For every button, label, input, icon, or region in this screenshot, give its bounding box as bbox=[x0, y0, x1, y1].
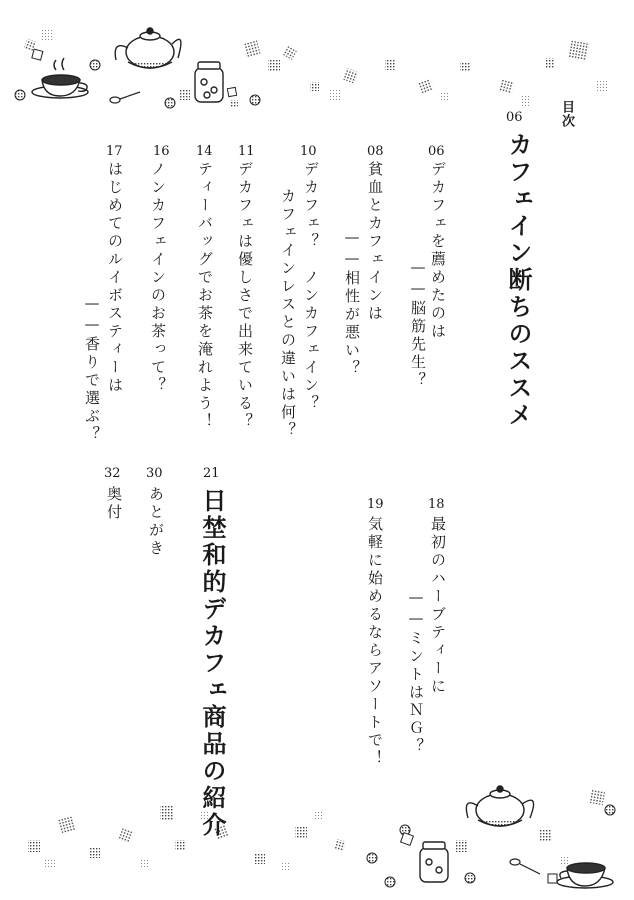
entry-14-page-number: 14 bbox=[196, 144, 213, 159]
entry-10-page-number: 10 bbox=[300, 144, 317, 159]
entry-16-page-number: 16 bbox=[153, 144, 170, 159]
entry-08-title: 貧血とカフェインは bbox=[366, 161, 384, 323]
entry-32-page-number: 32 bbox=[104, 466, 121, 481]
entry-18-subtitle: ——ミントはＮＧ？ bbox=[407, 588, 425, 756]
top-tea-border bbox=[0, 0, 634, 110]
entry-10-subtitle: カフェインレスとの違いは何？ bbox=[279, 188, 297, 440]
teapot-icon bbox=[466, 786, 533, 826]
toc-label: 目次 bbox=[559, 100, 574, 128]
entry-30-title: あとがき bbox=[147, 486, 165, 558]
entry-06-page-number: 06 bbox=[428, 144, 445, 159]
entry-19-page-number: 19 bbox=[367, 497, 384, 512]
entry-30-page-number: 30 bbox=[146, 466, 163, 481]
spoon-icon bbox=[110, 92, 140, 103]
spoon-icon bbox=[510, 859, 540, 874]
entry-06-subtitle: ——脳筋先生？ bbox=[409, 258, 427, 390]
entry-32-title: 奥付 bbox=[105, 486, 123, 522]
bottom-tea-border bbox=[0, 770, 634, 900]
entry-17-title: はじめてのルイボスティーは bbox=[106, 161, 124, 395]
entry-08-page-number: 08 bbox=[367, 144, 384, 159]
entry-17-page-number: 17 bbox=[106, 144, 123, 159]
entry-19-title: 気軽に始めるならアソートで！ bbox=[366, 516, 384, 768]
entry-18-page-number: 18 bbox=[428, 497, 445, 512]
teacup-icon bbox=[557, 863, 613, 888]
jar-icon bbox=[195, 62, 223, 102]
entry-14-title: ティーバッグでお茶を淹れよう！ bbox=[196, 161, 214, 431]
teacup-icon bbox=[32, 58, 88, 98]
section1-page-number: 06 bbox=[506, 110, 523, 125]
section1-heading: カフェイン断ちのススメ bbox=[504, 132, 532, 429]
section2-page-number: 21 bbox=[203, 466, 220, 481]
entry-11-page-number: 11 bbox=[238, 144, 255, 159]
teapot-icon bbox=[115, 28, 181, 68]
entry-11-title: デカフェは優しさで出来ている？ bbox=[236, 161, 254, 431]
jar-icon bbox=[420, 842, 448, 882]
entry-08-subtitle: ——相性が悪い？ bbox=[343, 228, 361, 378]
entry-18-title: 最初のハーブティーに bbox=[429, 516, 447, 696]
section2-heading: 日埜和的デカフェ商品の紹介 bbox=[198, 488, 226, 839]
sugar-cube-icon bbox=[24, 39, 590, 108]
entry-17-subtitle: ——香りで選ぶ？ bbox=[83, 294, 101, 444]
entry-10-title: デカフェ？ ノンカフェイン？ bbox=[302, 161, 320, 413]
entry-16-title: ノンカフェインのお茶って？ bbox=[149, 161, 167, 395]
entry-06-title: デカフェを薦めたのは bbox=[429, 161, 447, 341]
